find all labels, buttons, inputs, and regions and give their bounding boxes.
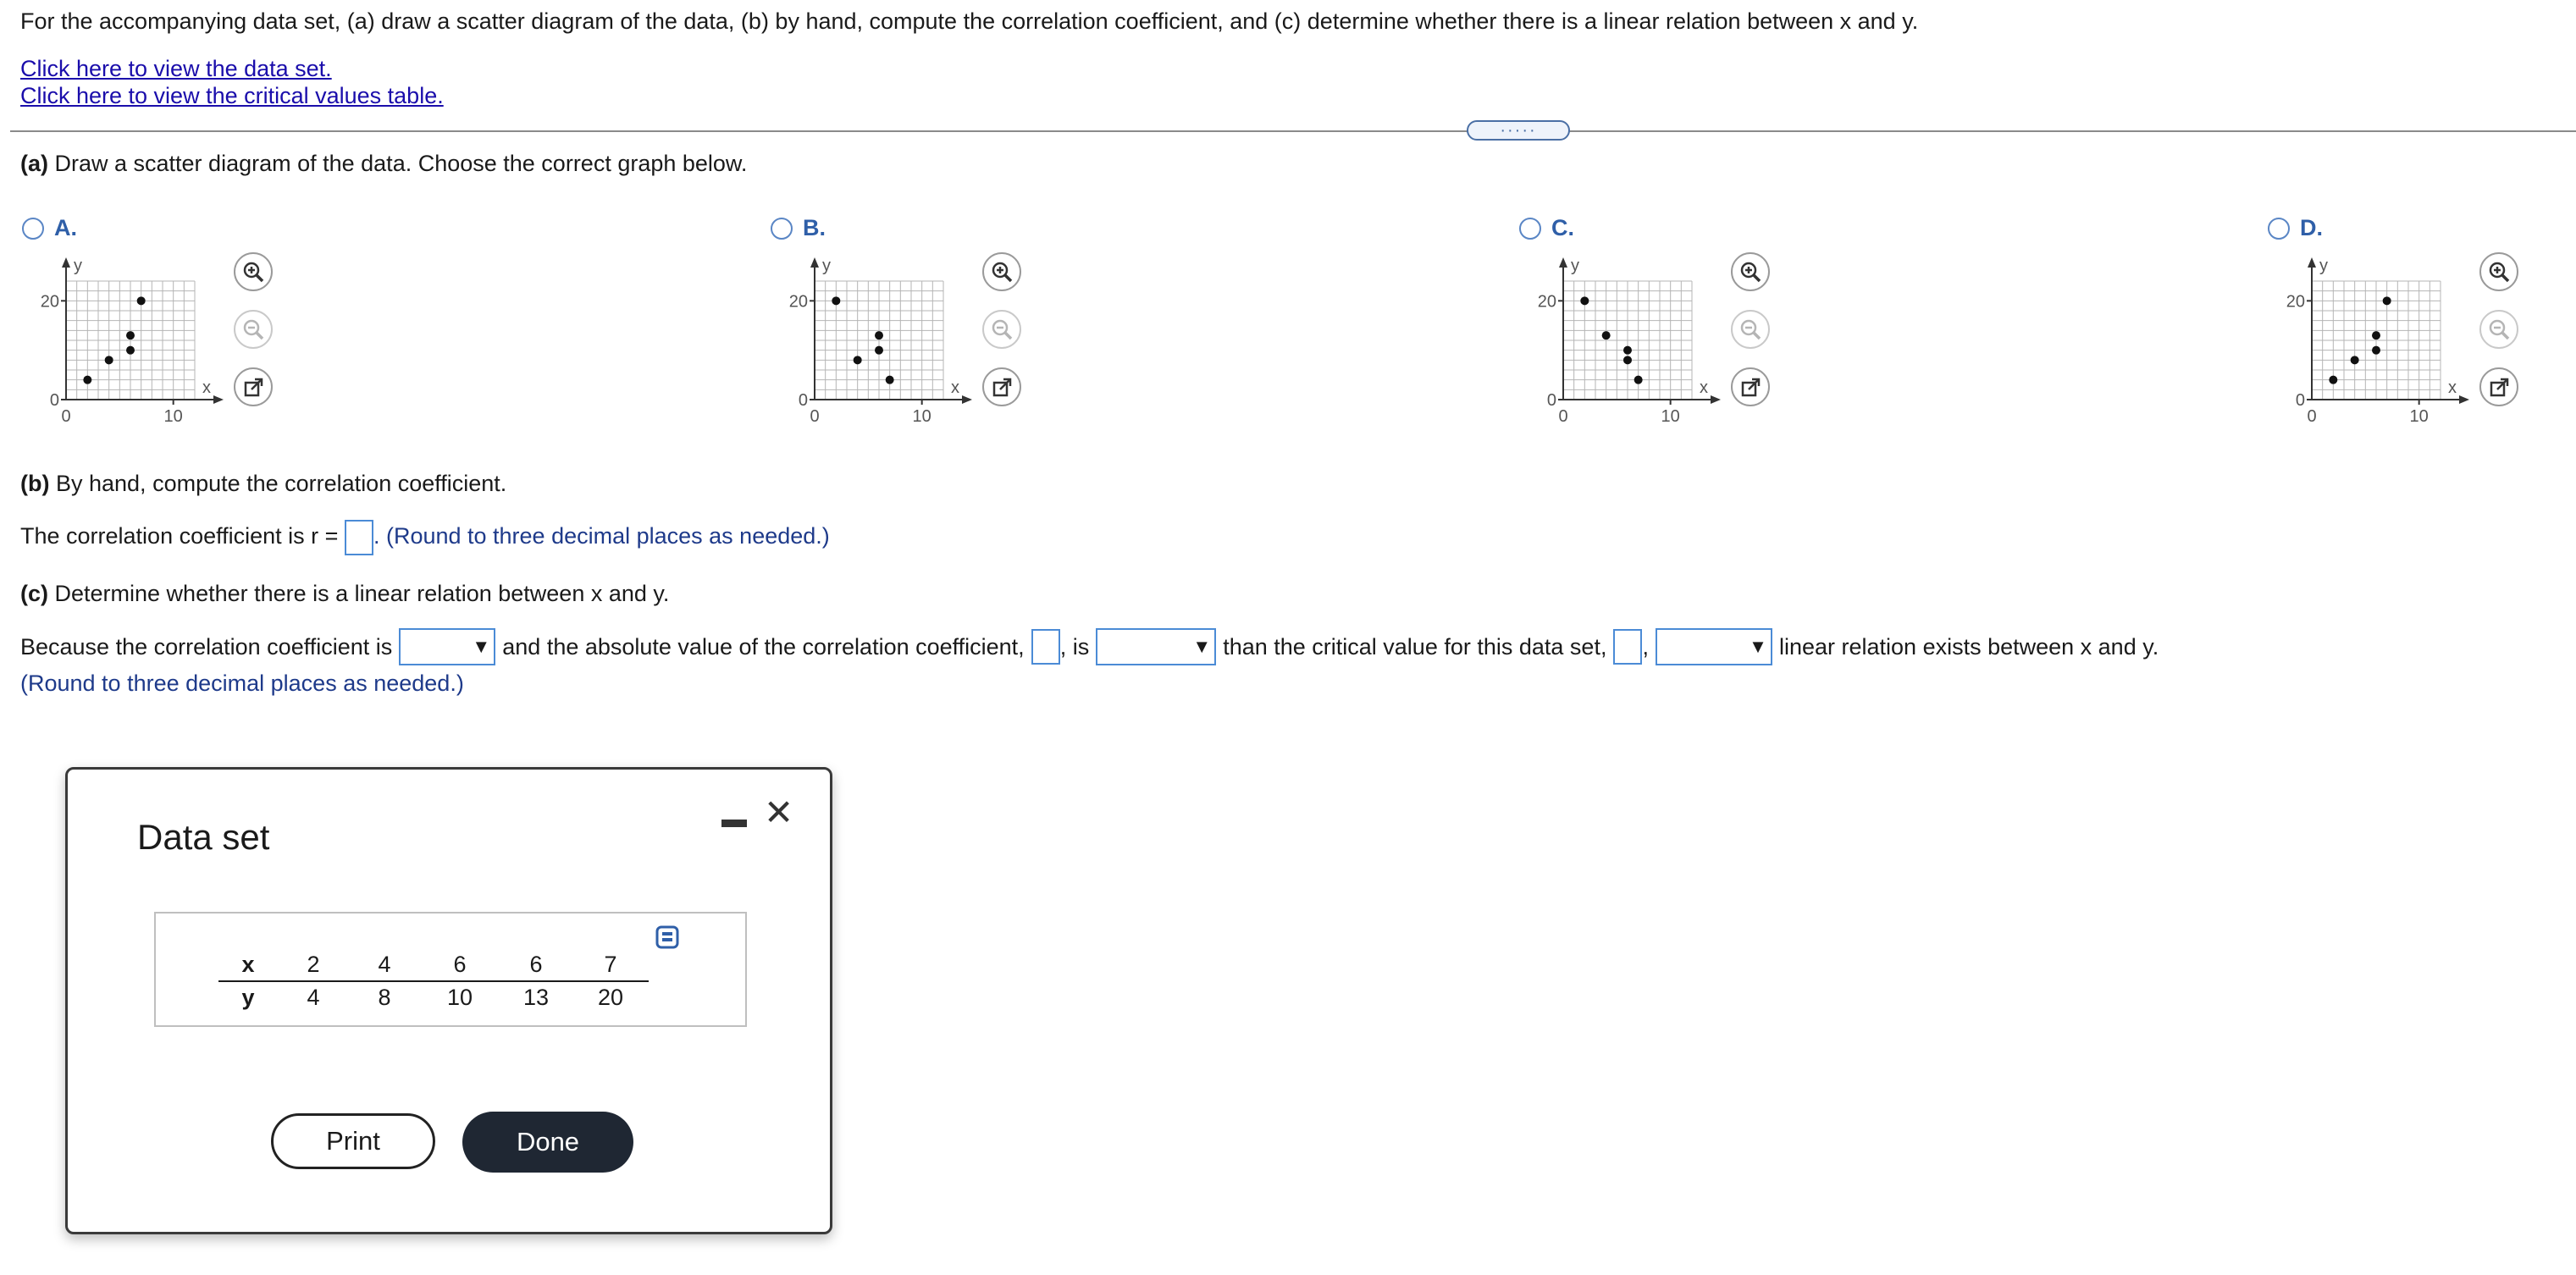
scatter-point	[2329, 376, 2337, 384]
dialog-title: Data set	[137, 817, 270, 857]
scatter-point	[2383, 296, 2391, 305]
abs-r-input[interactable]	[1031, 629, 1060, 665]
part-a-prompt	[20, 151, 747, 177]
zoom-in-icon	[1739, 260, 1762, 284]
scatter-point	[126, 346, 135, 355]
scatter-point	[854, 356, 862, 364]
y-origin-label: 0	[798, 391, 808, 410]
option-d-zoom-out-button[interactable]	[2479, 310, 2518, 349]
view-data-set-link[interactable]: Click here to view the data set.	[20, 56, 332, 81]
scatter-point	[832, 296, 840, 305]
option-d-radio[interactable]	[2268, 218, 2290, 240]
zoom-out-icon	[1739, 317, 1762, 341]
x-value: 7	[572, 949, 649, 981]
part-b-label: (b)	[20, 471, 50, 496]
part-c-text: Determine whether there is a linear relation between x and y.	[48, 581, 670, 606]
data-table	[218, 949, 649, 1013]
y-value: 20	[597, 985, 624, 1010]
option-c-radio[interactable]	[1519, 218, 1541, 240]
sentence-part-6: linear relation exists between x and y.	[1778, 633, 2159, 660]
popout-icon	[241, 375, 265, 399]
option-d-zoom-in-button[interactable]	[2479, 252, 2518, 291]
zoom-in-icon	[990, 260, 1014, 284]
y-tick-label: 20	[2286, 292, 2305, 312]
chevron-down-icon: ▼	[1192, 636, 1212, 657]
option-letter: C.	[1551, 215, 1574, 240]
x-value: 6	[500, 949, 572, 981]
option-d-label[interactable]	[2268, 215, 2323, 241]
part-b-answer-row	[20, 520, 830, 555]
scatter-point	[2372, 346, 2380, 355]
sentence-part-3: , is	[1059, 633, 1090, 660]
y-axis-label: y	[2319, 257, 2328, 275]
round-note: . (Round to three decimal places as needed.)	[373, 523, 830, 549]
x-tick-label: 10	[912, 407, 931, 426]
x-header: x	[218, 949, 278, 981]
scatter-point	[83, 376, 91, 384]
y-origin-label: 0	[1546, 391, 1556, 410]
close-icon[interactable]: ✕	[764, 792, 794, 832]
scatter-point	[105, 356, 113, 364]
x-value: 4	[349, 949, 420, 981]
scatter-point	[126, 331, 135, 339]
x-value: 6	[420, 949, 500, 981]
y-origin-label: 0	[49, 391, 59, 410]
zoom-out-icon	[241, 317, 265, 341]
sentence-part-4: than the critical value for this data set,	[1223, 633, 1607, 660]
popout-icon	[1739, 375, 1762, 399]
option-letter: A.	[54, 215, 77, 240]
option-a-scatter-plot	[30, 249, 251, 430]
option-b-radio[interactable]	[771, 218, 793, 240]
y-row	[218, 981, 649, 1013]
critical-value-input[interactable]	[1613, 629, 1642, 665]
scatter-point	[1623, 356, 1632, 364]
scatter-point	[137, 296, 146, 305]
option-letter: B.	[803, 215, 826, 240]
y-value: 10	[446, 985, 473, 1010]
option-d-scatter-plot	[2276, 249, 2496, 430]
x-origin-label: 0	[810, 407, 820, 426]
correlation-input[interactable]	[345, 520, 373, 555]
scatter-point	[1623, 346, 1632, 355]
data-set-dialog	[65, 767, 832, 1234]
option-b-label[interactable]	[771, 215, 826, 241]
y-header: y	[241, 985, 255, 1010]
option-c-popout-button[interactable]	[1731, 367, 1770, 406]
popout-icon	[2487, 375, 2511, 399]
option-a-zoom-out-button[interactable]	[234, 310, 273, 349]
option-a-popout-button[interactable]	[234, 367, 273, 406]
option-c-scatter-plot	[1528, 249, 1748, 430]
scatter-point	[1634, 376, 1643, 384]
y-origin-label: 0	[2295, 391, 2305, 410]
x-tick-label: 10	[163, 407, 183, 426]
print-button[interactable]: Print	[271, 1113, 435, 1169]
option-a-zoom-in-button[interactable]	[234, 252, 273, 291]
x-axis-label: x	[1700, 378, 1708, 397]
correlation-prefix: The correlation coefficient is r =	[20, 523, 339, 549]
x-origin-label: 0	[61, 407, 71, 426]
x-origin-label: 0	[2307, 407, 2317, 426]
view-critical-values-link[interactable]: Click here to view the critical values table.	[20, 83, 444, 108]
section-divider	[10, 130, 2576, 132]
y-value: 8	[378, 985, 391, 1010]
sentence-part-2: and the absolute value of the correlation coefficient,	[502, 633, 1025, 660]
copy-table-icon[interactable]	[655, 925, 679, 949]
splitter-handle[interactable]: ·····	[1467, 120, 1570, 141]
x-row	[218, 949, 649, 981]
question-text: For the accompanying data set, (a) draw a scatter diagram of the data, (b) by hand, compute the correlation coefficient, and (c) determine whether there is a linear relation between x and y.	[20, 8, 1919, 34]
zoom-out-icon	[990, 317, 1014, 341]
scatter-point	[2372, 331, 2380, 339]
x-origin-label: 0	[1558, 407, 1568, 426]
scatter-point	[2351, 356, 2359, 364]
option-a-label[interactable]	[22, 215, 77, 241]
x-tick-label: 10	[2409, 407, 2429, 426]
y-value: 4	[307, 985, 320, 1010]
y-axis-label: y	[1571, 257, 1579, 275]
part-c-prompt	[20, 581, 669, 607]
x-axis-label: x	[951, 378, 959, 397]
option-d-popout-button[interactable]	[2479, 367, 2518, 406]
part-b-prompt	[20, 471, 506, 497]
option-a-radio[interactable]	[22, 218, 44, 240]
scatter-point	[1602, 331, 1611, 339]
option-b-zoom-in-button[interactable]	[982, 252, 1021, 291]
scatter-point	[1580, 296, 1589, 305]
sign-dropdown[interactable]	[399, 628, 495, 665]
popout-icon	[990, 375, 1014, 399]
comparison-dropdown[interactable]	[1096, 628, 1216, 665]
x-axis-label: x	[2448, 378, 2457, 397]
sentence-part-5: ,	[1642, 633, 1649, 660]
y-axis-label: y	[74, 257, 82, 275]
option-b-scatter-plot	[779, 249, 999, 430]
x-tick-label: 10	[1661, 407, 1680, 426]
part-b-text: By hand, compute the correlation coefficient.	[49, 471, 507, 496]
relation-dropdown[interactable]	[1656, 628, 1772, 665]
y-tick-label: 20	[788, 292, 808, 312]
option-b-zoom-out-button[interactable]	[982, 310, 1021, 349]
x-value: 2	[278, 949, 349, 981]
scatter-point	[875, 346, 883, 355]
y-value: 13	[522, 985, 550, 1010]
done-button[interactable]: Done	[462, 1112, 633, 1173]
part-c-answer-row	[20, 628, 2159, 665]
scatter-point	[875, 331, 883, 339]
option-letter: D.	[2300, 215, 2323, 240]
option-c-zoom-in-button[interactable]	[1731, 252, 1770, 291]
zoom-out-icon	[2487, 317, 2511, 341]
chevron-down-icon: ▼	[472, 636, 491, 657]
y-tick-label: 20	[40, 292, 59, 312]
option-b-popout-button[interactable]	[982, 367, 1021, 406]
option-c-zoom-out-button[interactable]	[1731, 310, 1770, 349]
minimize-icon[interactable]: ▬	[721, 805, 747, 833]
part-c-round-note: (Round to three decimal places as needed.)	[20, 671, 464, 696]
sentence-part-1: Because the correlation coefficient is	[20, 633, 393, 660]
part-a-text: Draw a scatter diagram of the data. Choose the correct graph below.	[48, 151, 748, 176]
zoom-in-icon	[2487, 260, 2511, 284]
y-axis-label: y	[822, 257, 831, 275]
y-tick-label: 20	[1537, 292, 1556, 312]
zoom-in-icon	[241, 260, 265, 284]
option-c-label[interactable]	[1519, 215, 1574, 241]
part-c-label: (c)	[20, 581, 48, 606]
part-a-label: (a)	[20, 151, 48, 176]
x-axis-label: x	[202, 378, 211, 397]
chevron-down-icon: ▼	[1749, 636, 1767, 657]
scatter-point	[886, 376, 894, 384]
